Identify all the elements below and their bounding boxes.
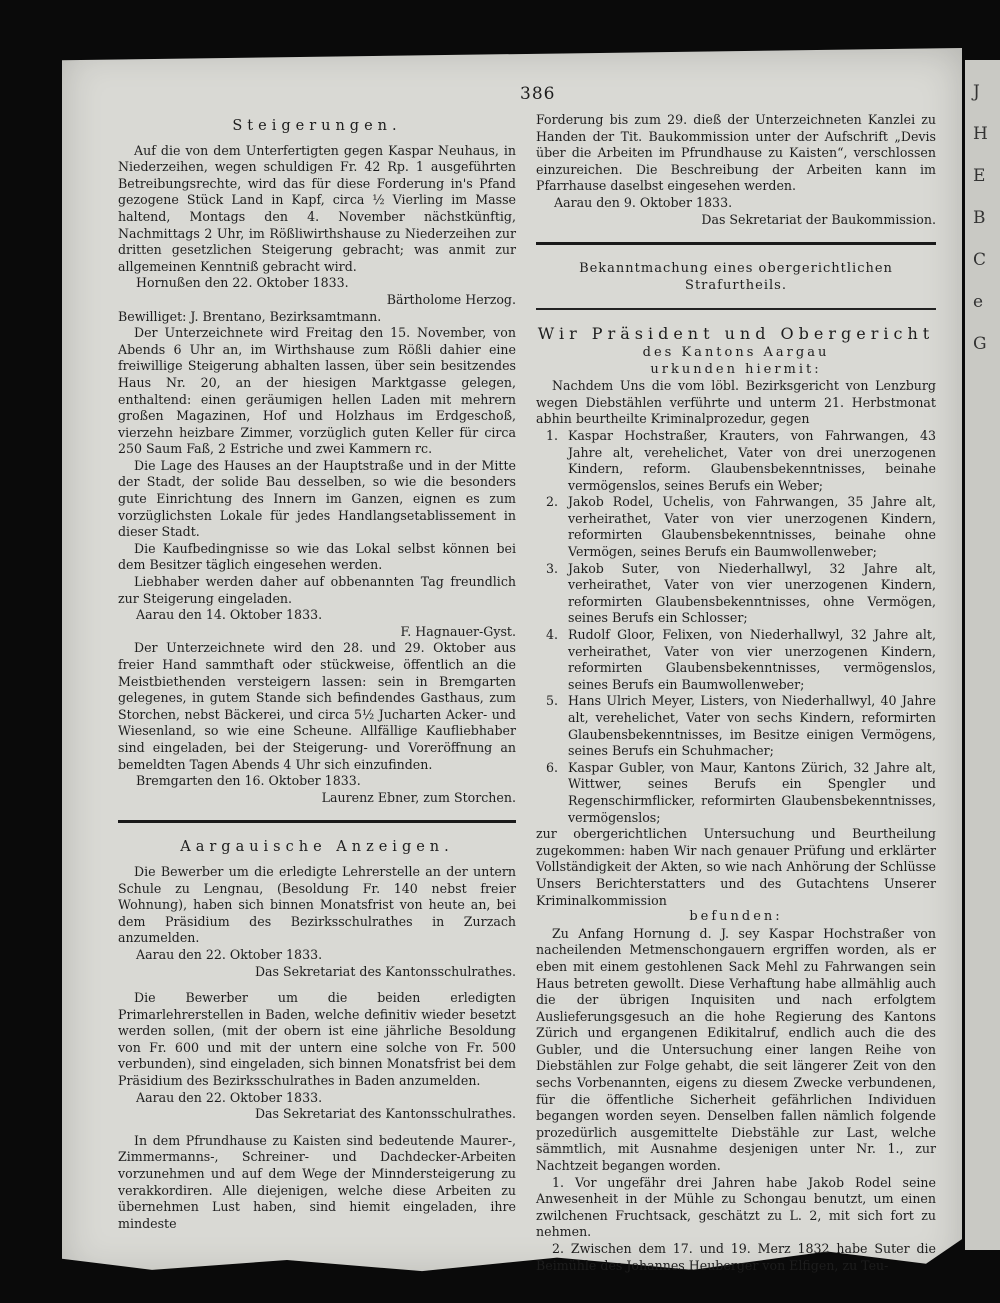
finding-point-2: 2. Zwischen dem 17. und 19. Merz 1832 habe Suter die Beimühle des Johannes Heuberger von Elfigen, zu Teu- [536,1241,936,1273]
next-page-letter: B [973,208,987,228]
defendant-item [536,693,936,759]
section-divider [118,820,516,823]
steigerung-2-text: Der Unterzeichnete wird Freitag den 15. November, von Abends 6 Uhr an, im Wirthshause zum Rößli dahier eine freiwillige Steigerung abhalten lassen, über sein besitzendes Haus Nr. 20, an der hiesigen Marktgasse gelegen, enthaltend: einen geräumigen hellen Laden mit mehrern großen Magazinen, Hof und Holzhaus im Erdgeschoß, vierzehn heizbare Zimmer, vorzüglich guten Keller für circa 250 Saum Faß, 2 Estriche und zwei Kammern rc. [118,325,516,457]
steigerung-1-signature: Bärtholome Herzog. [386,291,516,307]
continuation-text: Forderung bis zum 29. dieß der Unterzeichneten Kanzlei zu Handen der Tit. Baukommission unter der Aufschrift „Devis über die Arbeiten im Pfrundhause zu Kaisten“, verschlossen einzureichen. Die Beschreibung der Arbeiten kann im Pfarrhause daselbst eingesehen werden. [536,112,936,194]
steigerung-3-signature: Laurenz Ebner, zum Storchen. [321,789,516,805]
title-divider [536,308,936,310]
anzeige-1-text: Die Bewerber um die erledigte Lehrerstelle an der untern Schule zu Lengnau, (Besoldung Fr. 140 nebst freier Wohnung), haben sich binnen Monatsfrist von heute an, bei dem Präsidium des Bezirksschulrathes in Zurzach anzumelden. [118,863,516,946]
anzeige-1-signature: Das Sekretariat des Kantonsschulrathes. [254,963,516,979]
defendant-number: 2. [546,494,559,510]
section-divider [536,242,936,245]
defendant-text: Kaspar Hochstraßer, Krauters, von Fahrwangen, 43 Jahre alt, verehelichet, Vater von drei unerzogenen Kindern, reform. Glaubensbekenntnisses, beinahe vermögenslos, seines Berufs ein Weber; [568,427,936,493]
left-column [118,112,516,1232]
verdict-intro: Nachdem Uns die vom löbl. Bezirksgericht von Lenzburg wegen Diebstählen verführte und unterm 21. Herbstmonat abhin beurtheilte Kriminalprozedur, gegen [536,378,936,427]
next-page-letter: E [973,166,987,186]
next-page-letter: C [973,250,988,270]
defendant-text: Jakob Rodel, Uchelis, von Fahrwangen, 35 Jahre alt, verheirathet, Vater von vier unerzogenen Kindern, reformirten Glaubensbekenntnisses, beinahe ohne Vermögen, seines Berufs ein Baumwollenweber; [568,494,936,560]
defendant-number: 1. [546,427,559,443]
section-title-aargauische-anzeigen: Aargauische Anzeigen. [180,839,454,856]
court-subtitle-1: des Kantons Aargau [642,344,830,360]
defendant-text: Rudolf Gloor, Felixen, von Niederhallwyl, 32 Jahre alt, verheirathet, Vater von vier unerzogenen Kindern, reformirten Glaubensbekenntnisses, vermögenslos, seines Berufs ein Baumwollenweber; [568,627,936,692]
anzeige-1-date: Aarau den 22. Oktober 1833. [136,946,323,962]
spacer [118,1123,516,1133]
finding-point-1: 1. Vor ungefähr drei Jahren habe Jakob Rodel seine Anwesenheit in der Mühle zu Schongau benutzt, um einen zwilchenen Fruchtsack, geschätzt zu L. 2, mit sich fort zu nehmen. [536,1174,936,1240]
defendant-text: Hans Ulrich Meyer, Listers, von Niederhallwyl, 40 Jahre alt, verehelichet, Vater von sechs Kindern, reformirten Glaubensbekenntnisses, im Besitze einigen Vermögens, seines Berufs ein Schuhmacher; [568,693,936,759]
continuation-date: Aarau den 9. Oktober 1833. [554,194,733,210]
court-subtitle-2: urkunden hiermit: [650,361,822,377]
steigerung-2-date: Aarau den 14. Oktober 1833. [136,607,323,623]
findings-text: Zu Anfang Hornung d. J. sey Kaspar Hochstraßer von nacheilenden Metmenschongauern ergriffen worden, als er eben mit einem gestohlenen Sack Mehl zu Fahrwangen sein Haus betreten gewollt. Diese Verhaftung habe allmählig auch die der übrigen Inquisiten und nach erfolgtem Auslieferungsgesuch an die hohe Regierung des Kantons Zürich und ergangenen Edikitalruf, endlich auch die des Gubler, und die Untersuchung einer langen Reihe von Diebstählen zur Folge gehabt, die seit längerer Zeit von den sechs Vorbenannten, eigens zu diesem Zwecke verbundenen, für die öffentliche Sicherheit gefährlichen Individuen begangen worden seyen. Denselben fallen nämlich folgende prozedürlich ausgemittelte Diebstähle zur Last, welche sämmtlich, mit Ausnahme desjenigen unter Nr. 1., zur Nachtzeit begangen worden. [536,925,936,1174]
next-page-letter: e [973,292,985,312]
page-number: 386 [520,84,556,104]
review-text: zur obergerichtlichen Untersuchung und Beurtheilung zugekommen: haben Wir nach genauer Prüfung und erklärter Vollständigkeit der Akten, so wie nach Anhörung der Schlüsse Unsers Berichterstatters und des Gutachtens Unserer Kriminalkommission [536,826,936,908]
court-title: Wir Präsident und Obergericht [537,324,935,344]
section-title-steigerungen: Steigerungen. [232,118,402,134]
defendant-item [536,760,936,826]
steigerung-3-date: Bremgarten den 16. Oktober 1833. [136,773,361,789]
next-page-letter: J [973,82,981,102]
continuation-signature: Das Sekretariat der Baukommission. [701,211,936,227]
defendant-item [536,428,936,494]
next-page-letter: G [973,334,988,354]
steigerung-3-text: Der Unterzeichnete wird den 28. und 29. Oktober aus freier Hand sammthaft oder stückweise, öffentlich an die Meistbiethenden versteigern lassen: sein in Bremgarten gelegenes, in gutem Stande sich befindendes Gasthaus, zum Storchen, nebst Bäckerei, und circa 5½ Jucharten Acker- und Wiesenland, so wie eine Scheune. Allfällige Kaufliebhaber sind eingeladen, bei der Steigerung- und Voreröffnung an bemeldten Tagen Abends 4 Uhr sich einzufinden. [118,640,516,772]
steigerung-1-approval: Bewilliget: J. Brentano, Bezirksamtmann. [118,308,382,324]
anzeige-2-text: Die Bewerber um die beiden erledigten Primarlehrerstellen in Baden, welche definitiv wieder besetzt werden sollen, (mit der obern ist eine jährliche Besoldung von Fr. 600 und mit der untern eine solche von Fr. 500 verbunden), sind eingeladen, sich binnen Monatsfrist bei dem Präsidium des Bezirksschulrathes in Baden anzumelden. [118,990,516,1089]
steigerung-2-signature: F. Hagnauer-Gyst. [400,623,516,639]
announcement-title: Bekanntmachung eines obergerichtlichen Strafurtheils. [579,261,893,293]
anzeige-2-signature: Das Sekretariat des Kantonsschulrathes. [254,1106,516,1122]
defendant-number: 5. [546,693,559,709]
steigerung-2-invitation: Liebhaber werden daher auf obbenannten Tag freundlich zur Steigerung eingeladen. [118,574,516,606]
spacer [118,980,516,990]
defendant-item [536,494,936,560]
defendant-number: 6. [546,759,559,775]
defendant-text: Jakob Suter, von Niederhallwyl, 32 Jahre alt, verheirathet, Vater von vier unerzogenen Kindern, reformirten Glaubensbekenntnisses, ohne Vermögen, seines Berufs ein Schlosser; [568,560,936,626]
defendants-list [536,428,936,826]
defendant-item [536,627,936,693]
defendant-text: Kaspar Gubler, von Maur, Kantons Zürich, 32 Jahre alt, Wittwer, seines Berufs ein Spengler und Regenschirmflicker, reformirten Glaubensbekenntnisses, vermögenslos; [568,759,936,825]
anzeige-2-date: Aarau den 22. Oktober 1833. [136,1089,323,1105]
defendant-number: 3. [546,560,559,576]
defendant-number: 4. [546,627,559,643]
steigerung-2-conditions: Die Kaufbedingnisse so wie das Lokal selbst können bei dem Besitzer täglich eingesehen werden. [118,540,516,573]
befunden-heading: befunden: [689,909,783,925]
steigerung-1-date: Hornußen den 22. Oktober 1833. [136,275,349,291]
steigerung-2-location: Die Lage des Hauses an der Hauptstraße und in der Mitte der Stadt, der solide Bau desselben, so wie die besonders gute Einrichtung des Innern im Ganzen, eignen es zum vorzüglichsten Lokale für jedes Handlangsetablissement in dieser Stadt. [118,457,516,540]
next-page-edge [965,60,1000,1250]
right-column [536,112,936,1274]
next-page-letter: H [973,124,989,144]
defendant-item [536,561,936,627]
anzeige-3-text: In dem Pfrundhause zu Kaisten sind bedeutende Maurer-, Zimmermanns-, Schreiner- und Dachdecker-Arbeiten vorzunehmen und auf dem Wege der Minndersteigerung zu verakkordiren. Alle diejenigen, welche diese Arbeiten zu übernehmen Lust haben, sind hiemit eingeladen, ihre mindeste [118,1132,516,1231]
steigerung-1-text: Auf die von dem Unterfertigten gegen Kaspar Neuhaus, in Niederzeihen, wegen schuldigen Fr. 42 Rp. 1 ausgeführten Betreibungsrechte, wird das für diese Forderung in's Pfand gezogene Stück Land in Kapf, circa ½ Vierling im Masse haltend, Montags den 4. November nächstkünftig, Nachmittags 2 Uhr, im Rößliwirthshause zu Niederzeihen zur dritten gesetzlichen Steigerung gebracht; was anmit zur allgemeinen Kenntniß gebracht wird. [118,142,516,274]
